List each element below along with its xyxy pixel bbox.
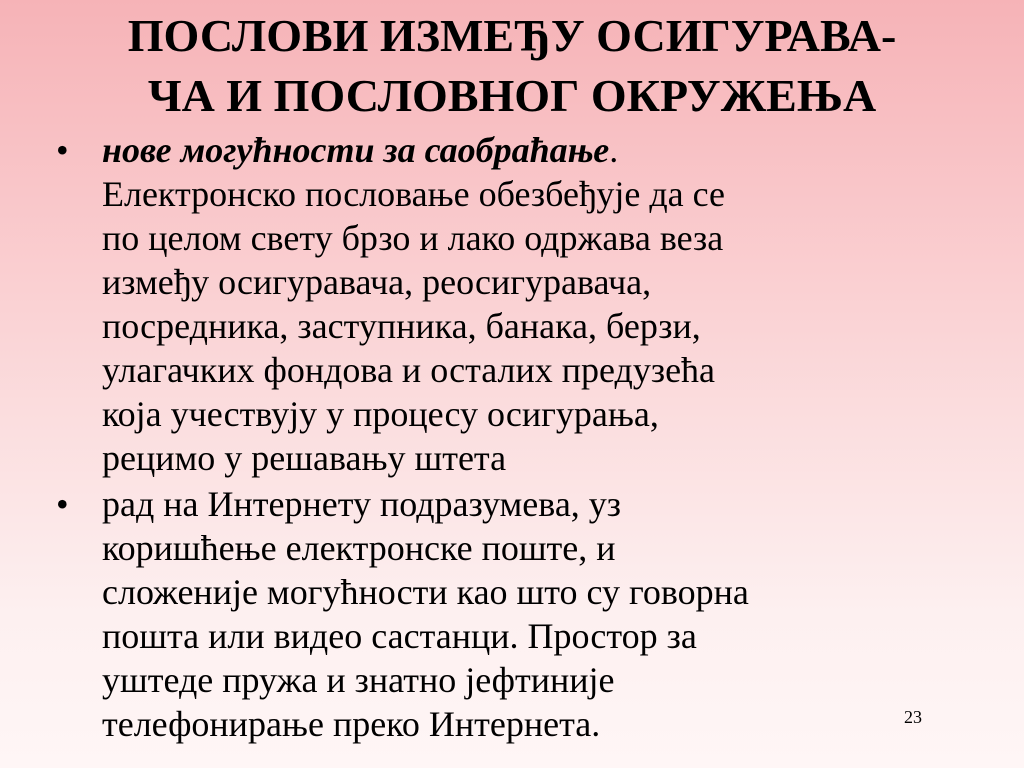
- bullet-text-line: пошта или видео састанци. Простор за: [102, 616, 697, 656]
- bullet-text-line: Електронско пословање обезбеђује да се: [102, 174, 726, 214]
- bullet-dot-icon: •: [56, 130, 69, 170]
- bullet-text-line: између осигуравача, реосигуравача,: [102, 262, 652, 302]
- bullet-text-line: рад на Интернету подразумева, уз: [102, 484, 622, 524]
- bullet-text-line: телефонирање преко Интернета.: [102, 704, 601, 744]
- bullet-item-internet: [54, 482, 954, 746]
- bullet-dot-icon: •: [56, 484, 69, 524]
- bullet-item-communication: [54, 128, 954, 480]
- bullet-lead-line: [102, 128, 954, 172]
- slide-title: [0, 6, 1024, 126]
- slide-title-line-2: ЧА И ПОСЛОВНОГ ОКРУЖЕЊА: [147, 70, 877, 121]
- bullet-text-line: улагачких фондова и осталих предузећа: [102, 350, 716, 390]
- bullet-text: [102, 128, 954, 480]
- bullet-text-line: по целом свету брзо и лако одржава веза: [102, 218, 724, 258]
- bullet-text: [102, 482, 954, 746]
- bullet-text-line: посредника, заступника, банака, берзи,: [102, 306, 701, 346]
- bullet-text-line: уштеде пружа и знатно јефтиније: [102, 660, 615, 700]
- slide-title-line-1: ПОСЛОВИ ИЗМЕЂУ ОСИГУРАВА-: [127, 10, 897, 61]
- bullet-text-line: рецимо у решавању штета: [102, 438, 507, 478]
- bullet-text-line: сложеније могућности као што су говорна: [102, 572, 749, 612]
- bullet-lead-term: нове могућности за саобраћање: [102, 130, 610, 170]
- bullet-text-line: која учествују у процесу осигурања,: [102, 394, 659, 434]
- bullet-lead-period: .: [609, 130, 619, 170]
- page-number: 23: [904, 707, 922, 727]
- bullet-list: [54, 128, 954, 748]
- bullet-text-line: коришћење електронске поште, и: [102, 528, 616, 568]
